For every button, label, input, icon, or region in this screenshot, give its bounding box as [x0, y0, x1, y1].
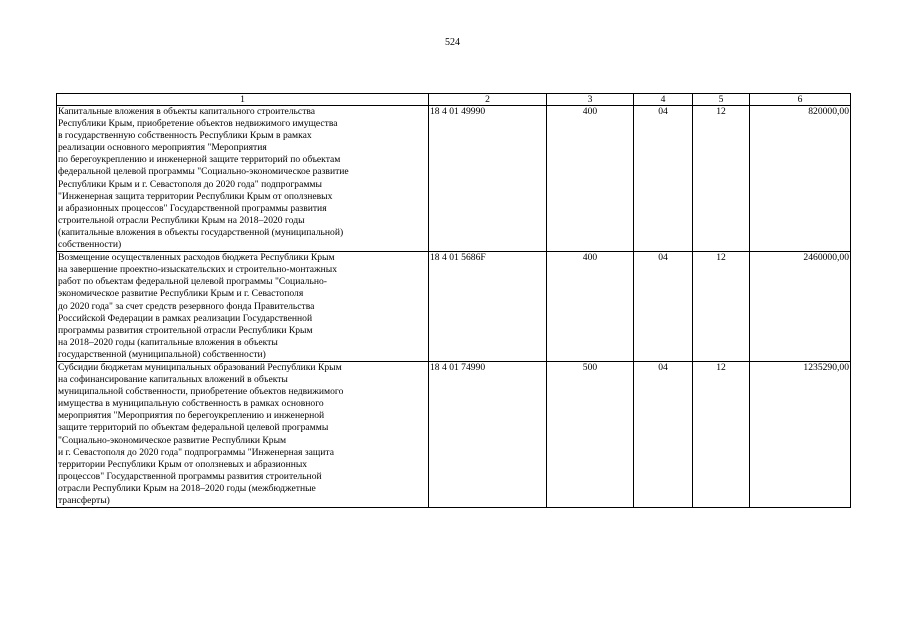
row-subsection: 12 [693, 361, 750, 507]
table-row [57, 106, 851, 252]
row-section: 04 [634, 252, 693, 362]
row-amount: 2460000,00 [750, 252, 851, 362]
column-header: 2 [429, 94, 547, 106]
row-amount: 1235290,00 [750, 361, 851, 507]
row-target-code: 18 4 01 49990 [429, 106, 547, 252]
row-target-code: 18 4 01 74990 [429, 361, 547, 507]
column-header: 1 [57, 94, 429, 106]
row-expense-type: 500 [547, 361, 634, 507]
row-target-code: 18 4 01 5686F [429, 252, 547, 362]
row-section: 04 [634, 106, 693, 252]
header-row [57, 94, 851, 106]
column-header: 6 [750, 94, 851, 106]
row-section: 04 [634, 361, 693, 507]
table-row [57, 361, 851, 507]
row-expense-type: 400 [547, 252, 634, 362]
row-expense-type: 400 [547, 106, 634, 252]
column-header: 5 [693, 94, 750, 106]
column-header: 3 [547, 94, 634, 106]
table-row [57, 252, 851, 362]
row-subsection: 12 [693, 252, 750, 362]
row-description: Субсидии бюджетам муниципальных образований Республики Крым на софинансирование капитальных вложений в объекты муниципальной собственности, приобретение объектов недвижимого имущества в муниципальную собственность в рамках основного мероприятия "Мероприятия по берегоукреплению и инженерной защите территорий по объектам федеральной целевой программы "Социально-экономическое развитие Республики Крым и г. Севастополя до 2020 года" подпрограммы "Инженерная защита территории Республики Крым от оползневых и абразионных процессов" Государственной программы развития строительной отрасли Республики Крым на 2018–2020 годы (межбюджетные трансферты) [57, 361, 429, 507]
budget-table [56, 93, 851, 508]
row-amount: 820000,00 [750, 106, 851, 252]
row-description: Капитальные вложения в объекты капитального строительства Республики Крым, приобретение объектов недвижимого имущества в государственную собственность Республики Крым в рамках реализации основного мероприятия "Мероприятия по берегоукреплению и инженерной защите территорий по объектам федеральной целевой программы "Социально-экономическое развитие Республики Крым и г. Севастополя до 2020 года" подпрограммы "Инженерная защита территории Республики Крым от оползневых и абразионных процессов" Государственной программы развития строительной отрасли Республики Крым на 2018–2020 годы (капитальные вложения в объекты государственной (муниципальной) собственности) [57, 106, 429, 252]
page-number: 524 [445, 37, 460, 48]
row-description: Возмещение осуществленных расходов бюджета Республики Крым на завершение проектно-изыскательских и строительно-монтажных работ по объектам федеральной целевой программы "Социально- экономическое развитие Республики Крым и г. Севастополя до 2020 года" за счет средств резервного фонда Правительства Российской Федерации в рамках реализации Государственной программы развития строительной отрасли Республики Крым на 2018–2020 годы (капитальные вложения в объекты государственной (муниципальной) собственности) [57, 252, 429, 362]
row-subsection: 12 [693, 106, 750, 252]
column-header: 4 [634, 94, 693, 106]
